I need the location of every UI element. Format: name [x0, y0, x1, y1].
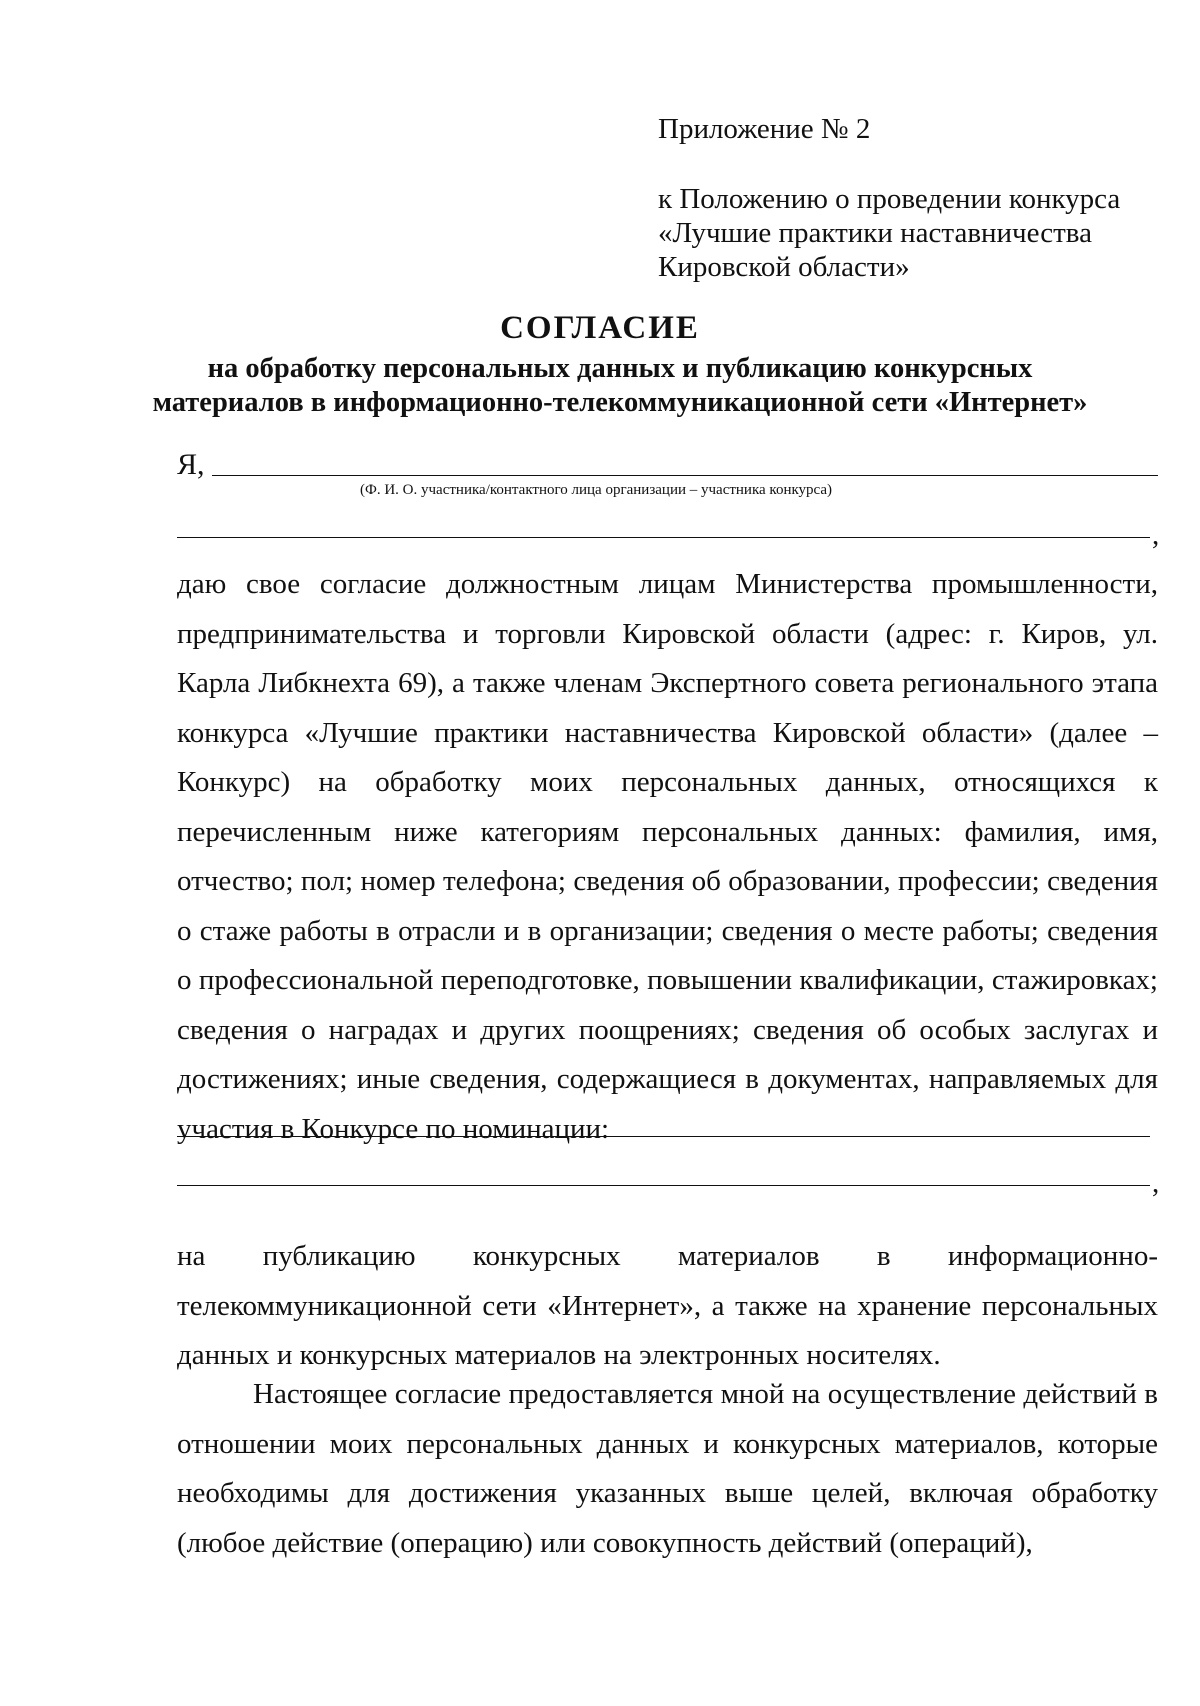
word: конкурсных [472, 1240, 621, 1272]
document-title: СОГЛАСИЕ [500, 310, 700, 346]
word: материалов [677, 1240, 820, 1272]
fio-caption: (Ф. И. О. участника/контактного лица организации – участника конкурса) [360, 482, 833, 498]
paragraph-2-first-line [177, 1232, 1158, 1282]
word: публикацию [262, 1240, 416, 1272]
paragraph-2-rest: телекоммуникационной сети «Интернет», а также на хранение персональных данных и конкурсных материалов на электронных носителях. [177, 1289, 1158, 1371]
subtitle-line: на обработку персональных данных и публикацию конкурсных [207, 353, 1033, 384]
document-subtitle [140, 352, 1100, 420]
word: в [876, 1240, 891, 1272]
nomination-line-1[interactable] [177, 1136, 1150, 1137]
comma: , [1152, 1167, 1160, 1199]
comma: , [1152, 519, 1160, 551]
fio-continuation-line[interactable] [177, 537, 1150, 538]
appendix-note-line: Кировской области» [658, 251, 910, 283]
appendix-note-line: к Положению о проведении конкурса [658, 183, 1121, 215]
appendix-note [658, 182, 1158, 284]
ya-label: Я, [177, 448, 205, 481]
nomination-line-2[interactable] [177, 1185, 1150, 1186]
consent-paragraph-2 [177, 1232, 1158, 1381]
word: информационно- [947, 1240, 1158, 1272]
consent-paragraph-1: даю свое согласие должностным лицам Министерства промышленности, предпринимательства и торговли Кировской области (адрес: г. Киров, ул. Карла Либкнехта 69), а также членам Экспертного совета регионального этапа конкурса «Лучшие практики наставничества Кировской области» (далее – Конкурс) на обработку моих персональных данных, относящихся к перечисленным ниже категориям персональных данных: фамилия, имя, отчество; пол; номер телефона; сведения об образовании, профессии; сведения о стаже работы в отрасли и в организации; сведения о месте работы; сведения о профессиональной переподготовке, повышении квалификации, стажировках; сведения о наградах и других поощрениях; сведения об особых заслугах и достижениях; иные сведения, содержащиеся в документах, направляемых для участия в Конкурсе по номинации: [177, 568, 1158, 1145]
appendix-note-line: «Лучшие практики наставничества [658, 217, 1092, 249]
subtitle-line: материалов в информационно-телекоммуникационной сети «Интернет» [152, 387, 1088, 418]
consent-paragraph-3: Настоящее согласие предоставляется мной на осуществление действий в отношении моих персональных данных и конкурсных материалов, которые необходимы для достижения указанных выше целей, включая обработку (любое действие (операцию) или совокупность действий (операций), [177, 1378, 1158, 1559]
appendix-label: Приложение № 2 [658, 113, 871, 145]
fio-input-line[interactable] [212, 475, 1158, 476]
word: на [177, 1240, 206, 1272]
